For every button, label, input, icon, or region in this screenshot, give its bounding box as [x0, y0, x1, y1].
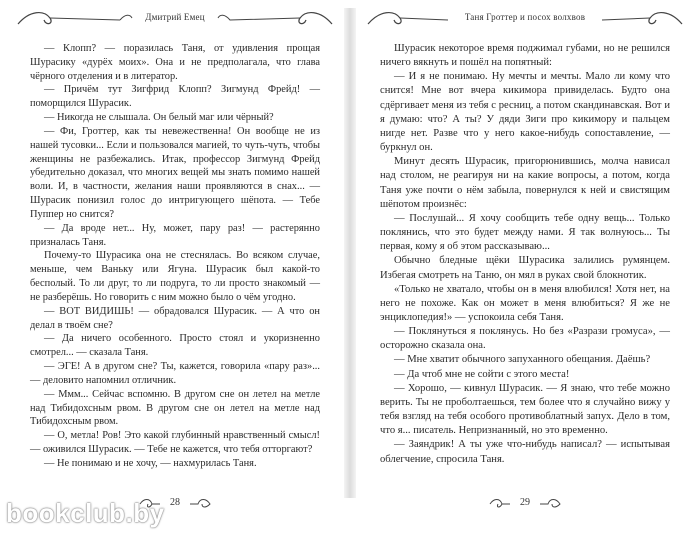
paragraph: — ВОТ ВИДИШЬ! — обрадовался Шурасик. — А что он делал в твоём сне?	[30, 305, 320, 331]
paragraph: — Поклянуться я поклянусь. Но без «Разрази громуса», — осторожно сказала она.	[380, 326, 670, 352]
paragraph: Почему-то Шурасика она не стеснялась. Во всяком случае, меньше, чем Ваньку или Ягуна. Шурасик был какой-то бесполый. То ли друг, то ли подруга, то ли просто знакомый — не разберёшь. Но говорить с ним можно было о чём угодно.	[30, 250, 320, 303]
right-page-text	[380, 42, 670, 467]
paragraph: — Да чтоб мне не сойти с этого места!	[394, 368, 570, 380]
left-page	[10, 0, 340, 536]
paragraph: — Мне хватит обычного запуханного обещания. Даёшь?	[394, 354, 651, 366]
paragraph: Обычно бледные щёки Шурасика залились румянцем. Избегая смотреть на Таню, он мял в руках свой блокнотик.	[380, 255, 670, 281]
paragraph: — Да вроде нет... Ну, может, пару раз! — растерянно призналась Таня.	[30, 222, 320, 248]
left-page-header	[10, 8, 340, 30]
paragraph: — Причём тут Зигфрид Клопп? Зигмунд Фрейд! — поморщился Шурасик.	[30, 84, 320, 110]
running-head-left: Дмитрий Емец	[145, 12, 205, 22]
right-page-header	[360, 8, 690, 30]
paragraph: — О, метла! Ров! Это какой глубинный нравственный смысл! — оживился Шурасик. — Тебе не кажется, что тебя отторгают?	[30, 430, 320, 456]
right-page	[360, 0, 690, 536]
page-number-right: 29	[520, 497, 530, 508]
paragraph: — Клопп? — поразилась Таня, от удивления прощая Шурасику «дурёх моих». Она и не предполагала, что глава чёрного отделения и в литератор.	[30, 43, 320, 82]
paragraph: Минут десять Шурасик, пригорюнившись, молча нависал над столом, не реагируя ни на какие вопросы, а потом, когда Таня уже почти о нём забыла, повернулся к ней и свистящим шёпотом произнёс:	[380, 156, 670, 210]
watermark: bookclub.by	[6, 498, 165, 528]
page-number-left: 28	[170, 497, 180, 508]
paragraph: «Только не хватало, чтобы он в меня влюбился! Хотя нет, на него не похоже. Как он может в меня влюбиться? Я же не энциклопедия!» — успокоила себя Таня.	[380, 283, 670, 323]
paragraph: — Не понимаю и не хочу, — нахмурилась Таня.	[44, 457, 257, 469]
paragraph: Шурасик некоторое время поджимал губами, но не решился ничего вякнуть и пошёл на попятный:	[380, 43, 670, 69]
paragraph: — Заяндрик! А ты уже что-нибудь написал? — испытывая облегчение, спросила Таня.	[380, 439, 670, 465]
paragraph: — Да ничего особенного. Просто стоял и укоризненно смотрел... — сказала Таня.	[30, 333, 320, 359]
paragraph: — И я не понимаю. Ну мечты и мечты. Мало ли кому что снится! Мне вот вчера кикимора привиделась. Будто она сдёргивает меня из тебя с ресниц, а потом скандинавская. Вот и я думаю: что? А ты? У дяди Зиги про кикимору и пальцем нигде нет. Разве что у него какое-нибудь сопоставление, — буркнул он.	[380, 71, 670, 154]
right-page-footer	[360, 496, 690, 512]
paragraph: — ЭГЕ! А в другом сне? Ты, кажется, говорила «пару раз»... — деловито напомнил отличник.	[30, 361, 320, 386]
paragraph: — Послушай... Я хочу сообщить тебе одну вещь... Только поклянись, что это будет между нами. Я так волнуюсь... Ты первая, кому я об этом рассказываю...	[380, 212, 670, 253]
book-gutter	[344, 8, 356, 498]
paragraph: — Фи, Гроттер, как ты невежественна! Он вообще не из нашей тусовки... Если и пользовался магией, то чуть-чуть, чтобы женщины не разбежались. Итак, профессор Зигмунд Фрейд убедительно доказал, что многих вещей мы знать помимо нашей воли. И, в частности, желания наши проявляются в снах... — Шурасик понизил голос до интригующего шёпота. — Тебе Пуппер но снится?	[30, 125, 320, 220]
paragraph: — Хорошо, — кивнул Шурасик. — Я знаю, что тебе можно верить. Ты не проболтаешься, тем более что я случайно вижу у тебя взгляд на тебя особого противоблатный запух. Дело в том, что я... писатель. Непризнанный, но это временно.	[380, 382, 670, 437]
paragraph: — Никогда не слышала. Он белый маг или чёрный?	[44, 112, 274, 124]
running-head-right: Таня Гроттер и посох волхвов	[464, 12, 586, 22]
paragraph: — Ммм... Сейчас вспомню. В другом сне он летел на метле над Тибидохсным рвом. В другом сне он летел на метле над Тибидохсным рвом.	[30, 388, 320, 428]
left-page-text	[30, 42, 320, 471]
